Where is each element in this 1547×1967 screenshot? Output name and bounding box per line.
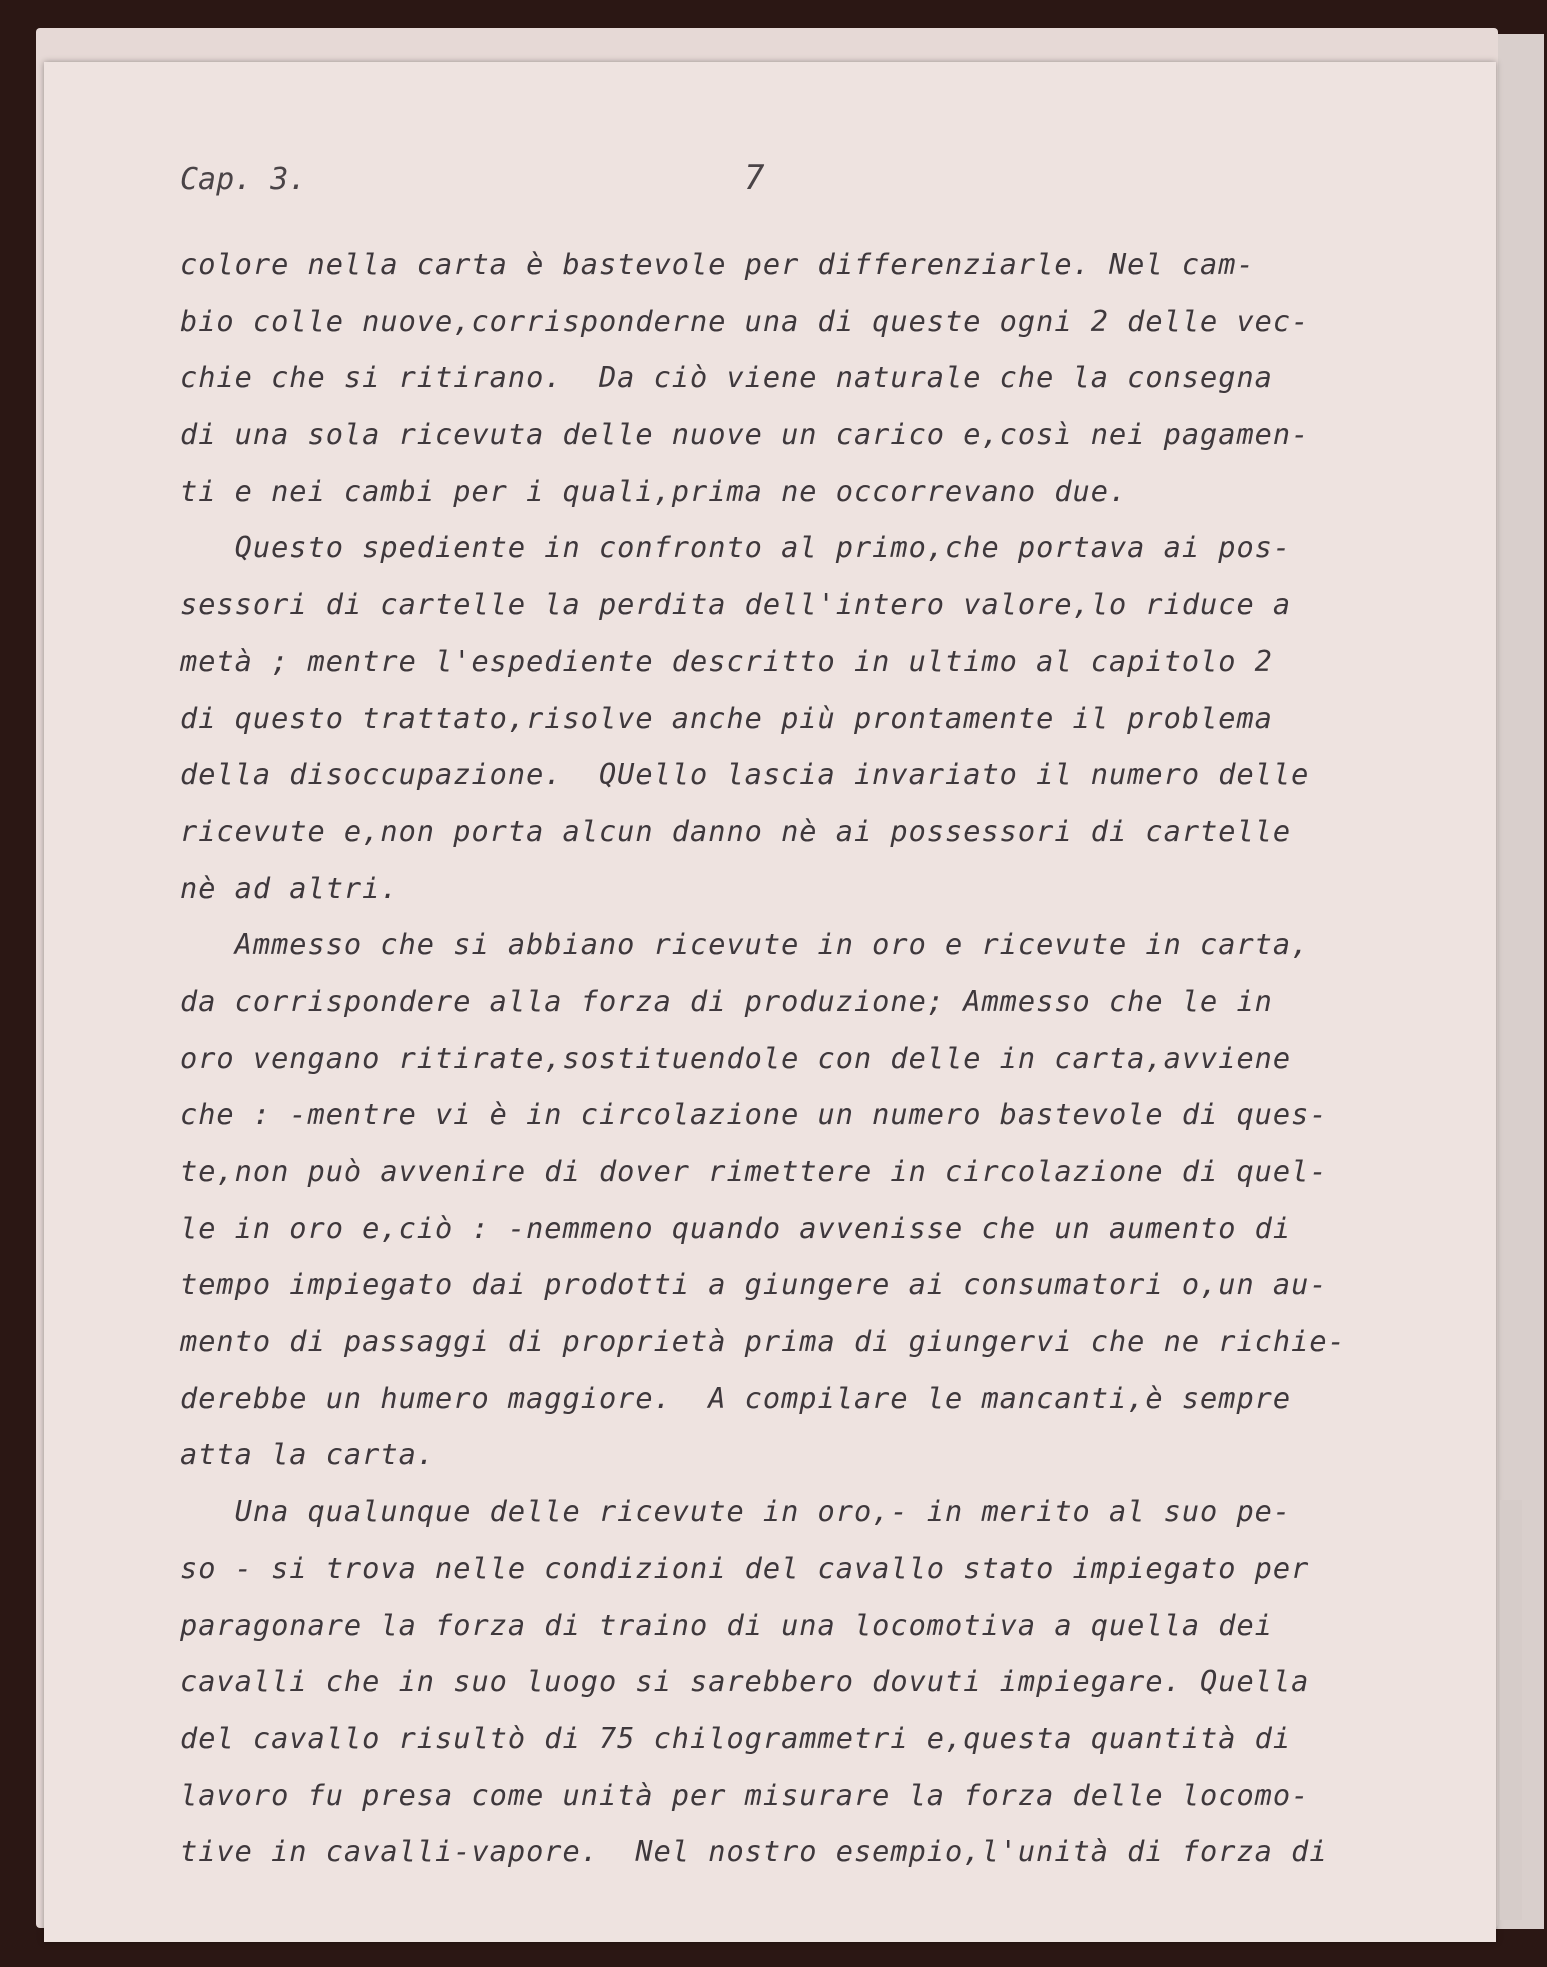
text-line: cavalli che in suo luogo si sarebbero dovuti impiegare. Quella <box>180 1664 1310 1699</box>
text-line: colore nella carta è bastevole per differenziarle. Nel cam- <box>180 247 1255 281</box>
page-header <box>180 158 1380 212</box>
text-line: del cavallo risultò di 75 chilogrammetri e,questa quantità di <box>180 1720 1292 1755</box>
text-line: di una sola ricevuta delle nuove un carico e,così nei pagamen- <box>180 417 1310 452</box>
text-line: oro vengano ritirate,sostituendole con delle in carta,avviene <box>180 1040 1292 1075</box>
text-line: mento di passaggi di proprietà prima di giungervi che ne richie- <box>180 1324 1346 1359</box>
text-line: ti e nei cambi per i quali,prima ne occorrevano due. <box>180 473 1128 508</box>
text-line: le in oro e,ciò : -nemmeno quando avvenisse che un aumento di <box>180 1210 1292 1245</box>
text-line: da corrispondere alla forza di produzione; Ammesso che le in <box>180 983 1273 1018</box>
text-line: derebbe un humero maggiore. A compilare le mancanti,è sempre <box>180 1380 1292 1415</box>
page-edge-strip <box>1500 1500 1522 1920</box>
typewritten-body <box>180 236 1420 1880</box>
text-line: lavoro fu presa come unità per misurare la forza delle locomo- <box>180 1777 1310 1812</box>
text-line: paragonare la forza di traino di una locomotiva a quella dei <box>180 1607 1273 1642</box>
chapter-label: Cap. 3. <box>180 162 307 197</box>
text-line: tive in cavalli-vapore. Nel nostro esempio,l'unità di forza di <box>180 1834 1328 1869</box>
text-line: Ammesso che si abbiano ricevute in oro e ricevute in carta, <box>180 927 1310 962</box>
text-line: so - si trova nelle condizioni del cavallo stato impiegato per <box>180 1550 1310 1585</box>
text-line: atta la carta. <box>180 1437 436 1472</box>
text-line: te,non può avvenire di dover rimettere in circolazione di quel- <box>180 1154 1328 1188</box>
text-line: ricevute e,non porta alcun danno nè ai possessori di cartelle <box>180 813 1292 848</box>
page-number: 7 <box>744 158 765 198</box>
text-line: metà ; mentre l'espediente descritto in ultimo al capitolo 2 <box>180 643 1273 678</box>
text-line: sessori di cartelle la perdita dell'intero valore,lo riduce a <box>180 587 1292 622</box>
text-line: tempo impiegato dai prodotti a giungere ai consumatori o,un au- <box>180 1267 1328 1302</box>
text-line: Questo spediente in confronto al primo,che portava ai pos- <box>180 530 1292 565</box>
text-line: di questo trattato,risolve anche più prontamente il problema <box>180 700 1273 735</box>
text-line: nè ad altri. <box>180 870 399 905</box>
text-line: bio colle nuove,corrisponderne una di queste ogni 2 delle vec- <box>180 303 1310 338</box>
text-line: Una qualunque delle ricevute in oro,- in merito al suo pe- <box>180 1494 1292 1529</box>
text-line: chie che si ritirano. Da ciò viene naturale che la consegna <box>180 360 1273 395</box>
text-line: che : -mentre vi è in circolazione un numero bastevole di ques- <box>180 1097 1328 1132</box>
text-line: della disoccupazione. QUello lascia invariato il numero delle <box>180 757 1310 792</box>
